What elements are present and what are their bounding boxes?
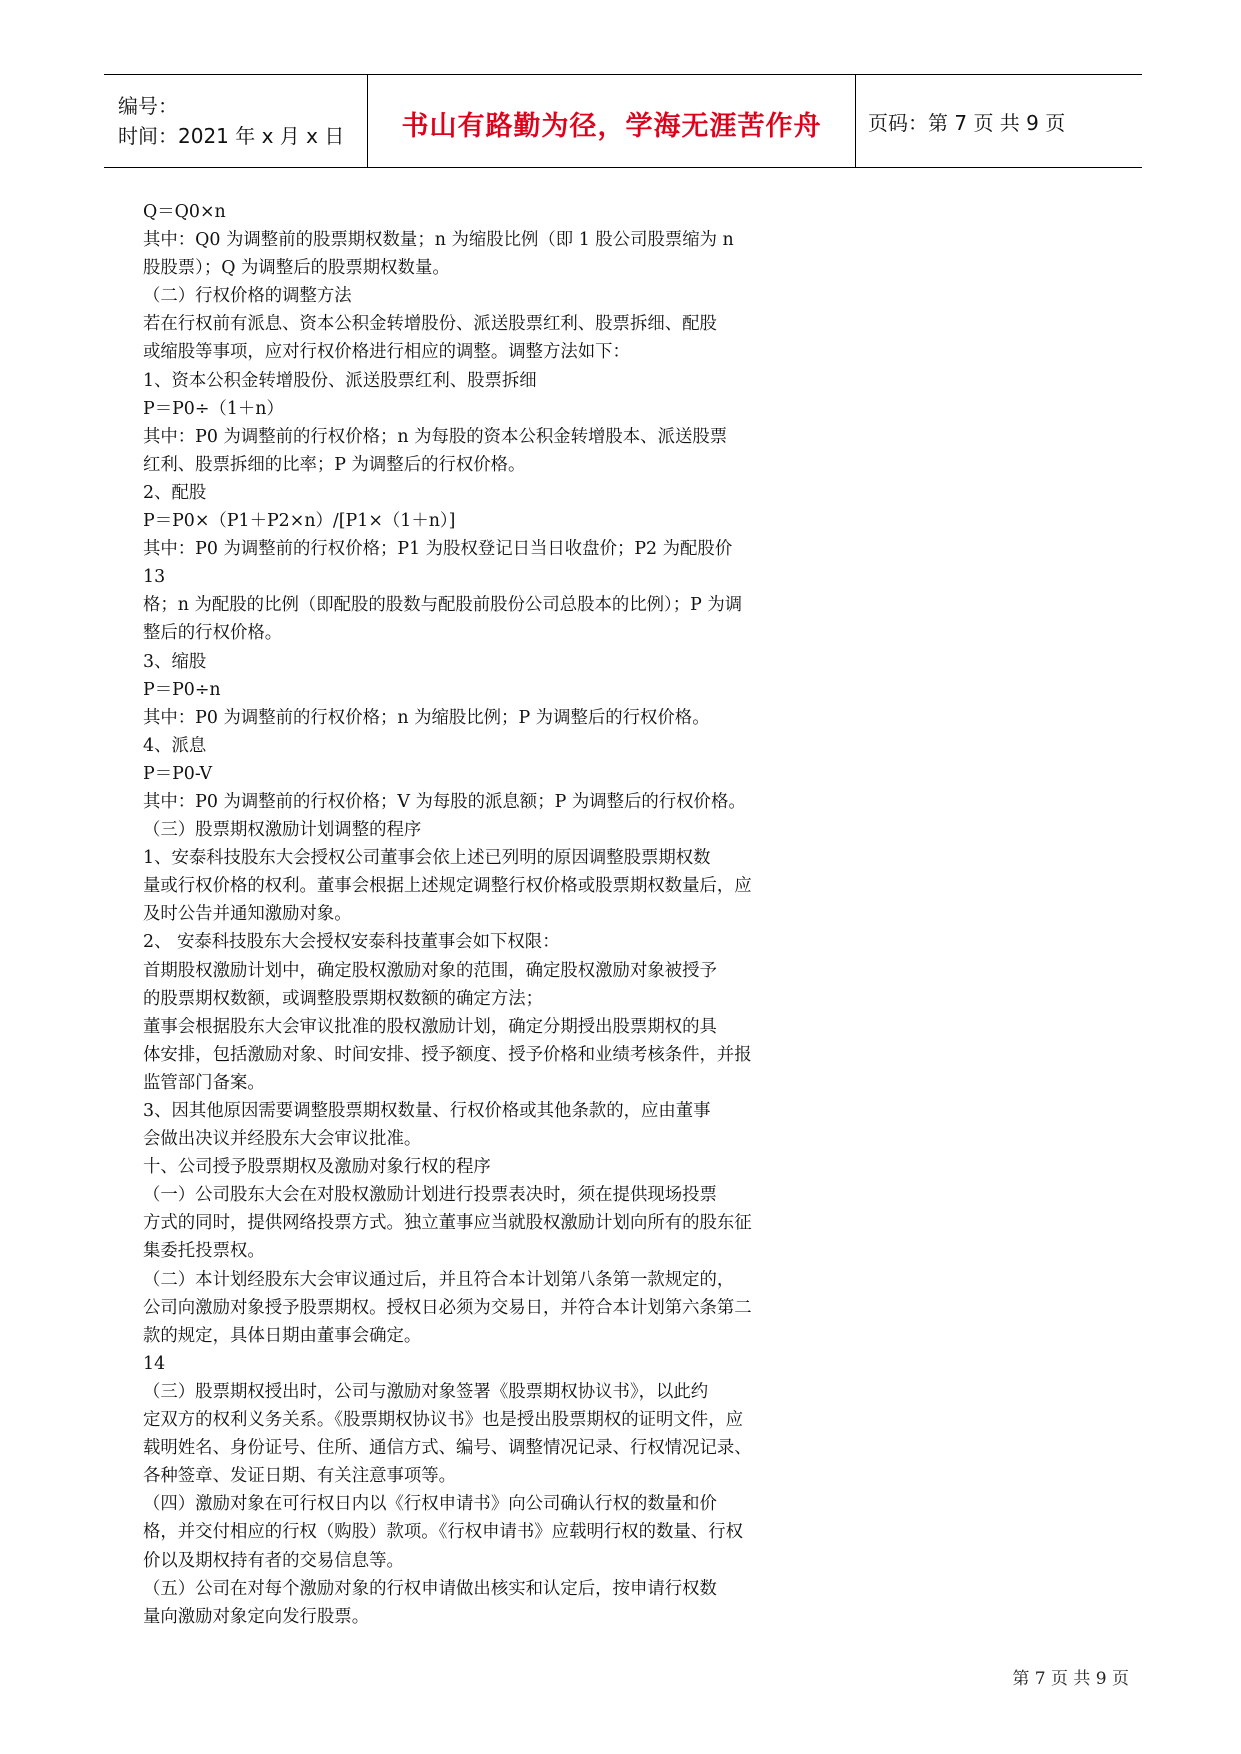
body-line: 监管部门备案。 (143, 1072, 265, 1093)
body-line: 红利、股票拆细的比率；P 为调整后的行权价格。 (143, 454, 526, 475)
body-line: P＝P0-V (143, 763, 213, 784)
body-line: 价以及期权持有者的交易信息等。 (143, 1550, 404, 1571)
body-line: 的股票期权数额，或调整股票期权数额的确定方法； (143, 988, 543, 1009)
body-line: 2、配股 (143, 482, 207, 503)
document-number-label: 编号： (118, 94, 178, 118)
body-line: 量或行权价格的权利。董事会根据上述规定调整行权价格或股票期权数量后，应 (143, 876, 752, 897)
header-page-info: 页码：第 7 页 共 9 页 (868, 110, 1066, 135)
header-motto: 书山有路勤为径，学海无涯苦作舟 (401, 110, 822, 142)
body-line: 及时公告并通知激励对象。 (143, 904, 352, 925)
document-body (143, 198, 813, 1631)
body-line: 1、资本公积金转增股份、派送股票红利、股票拆细 (143, 370, 537, 391)
header-motto-cell (368, 75, 856, 167)
body-line: 股股票）；Q 为调整后的股票期权数量。 (143, 258, 450, 279)
body-line: 格；n 为配股的比例（即配股的股数与配股前股份公司总股本的比例）；P 为调 (143, 595, 743, 616)
body-line: 会做出决议并经股东大会审议批准。 (143, 1129, 422, 1150)
document-header (104, 74, 1142, 168)
body-line: 格，并交付相应的行权（购股）款项。《行权申请书》应载明行权的数量、行权 (143, 1522, 743, 1543)
document-time-label: 时间：2021 年 x 月 x 日 (118, 124, 345, 148)
body-line: 首期股权激励计划中，确定股权激励对象的范围，确定股权激励对象被授予 (143, 960, 717, 981)
body-line: （四）激励对象在可行权日内以《行权申请书》向公司确认行权的数量和价 (143, 1494, 717, 1515)
body-line: 3、缩股 (143, 651, 207, 672)
body-line: 13 (143, 567, 166, 588)
body-line: 14 (143, 1353, 166, 1374)
body-line: 整后的行权价格。 (143, 623, 283, 644)
body-line: 其中：P0 为调整前的行权价格；n 为缩股比例；P 为调整后的行权价格。 (143, 707, 710, 728)
body-line: P＝P0÷（1＋n） (143, 398, 284, 419)
body-line: 若在行权前有派息、资本公积金转增股份、派送股票红利、股票拆细、配股 (143, 314, 717, 335)
body-line: P＝P0×（P1＋P2×n）/[P1×（1＋n）] (143, 511, 456, 532)
body-line: 各种签章、发证日期、有关注意事项等。 (143, 1466, 457, 1487)
body-line: 2、 安泰科技股东大会授权安泰科技董事会如下权限： (143, 932, 560, 953)
body-line: 3、因其他原因需要调整股票期权数量、行权价格或其他条款的，应由董事 (143, 1101, 711, 1121)
body-line: 公司向激励对象授予股票期权。授权日必须为交易日，并符合本计划第六条第二 (143, 1297, 752, 1318)
body-line: 十、公司授予股票期权及激励对象行权的程序 (143, 1157, 491, 1178)
header-meta (104, 75, 368, 167)
body-line: 款的规定，具体日期由董事会确定。 (143, 1325, 422, 1346)
body-line: 4、派息 (143, 735, 207, 756)
body-line: Q＝Q0×n (143, 202, 226, 222)
body-line: 其中：Q0 为调整前的股票期权数量；n 为缩股比例（即 1 股公司股票缩为 n (143, 230, 734, 251)
body-line: 董事会根据股东大会审议批准的股权激励计划，确定分期授出股票期权的具 (143, 1016, 717, 1037)
page-footer: 第 7 页 共 9 页 (1012, 1669, 1129, 1689)
body-line: （二）行权价格的调整方法 (143, 286, 352, 307)
body-line: 其中：P0 为调整前的行权价格；P1 为股权登记日当日收盘价；P2 为配股价 (143, 539, 733, 560)
body-line: （五）公司在对每个激励对象的行权申请做出核实和认定后，按申请行权数 (143, 1578, 717, 1599)
body-line: 或缩股等事项，应对行权价格进行相应的调整。调整方法如下： (143, 342, 630, 363)
body-line: 集委托投票权。 (143, 1241, 265, 1262)
header-page-info-cell (856, 75, 1142, 167)
body-line: （二）本计划经股东大会审议通过后，并且符合本计划第八条第一款规定的， (143, 1269, 735, 1290)
body-line: 量向激励对象定向发行股票。 (143, 1606, 370, 1627)
body-line: （一）公司股东大会在对股权激励计划进行投票表决时，须在提供现场投票 (143, 1185, 717, 1206)
body-line: （三）股票期权授出时，公司与激励对象签署《股票期权协议书》，以此约 (143, 1381, 709, 1402)
body-line: P＝P0÷n (143, 679, 221, 700)
body-line: 载明姓名、身份证号、住所、通信方式、编号、调整情况记录、行权情况记录、 (143, 1438, 752, 1459)
body-line: 体安排，包括激励对象、时间安排、授予额度、授予价格和业绩考核条件，并报 (143, 1044, 752, 1065)
body-line: 定双方的权利义务关系。《股票期权协议书》也是授出股票期权的证明文件，应 (143, 1410, 743, 1431)
body-line: （三）股票期权激励计划调整的程序 (143, 820, 422, 841)
body-line: 方式的同时，提供网络投票方式。独立董事应当就股权激励计划向所有的股东征 (143, 1213, 752, 1234)
body-line: 1、安泰科技股东大会授权公司董事会依上述已列明的原因调整股票期权数 (143, 848, 711, 869)
body-line: 其中：P0 为调整前的行权价格；n 为每股的资本公积金转增股本、派送股票 (143, 426, 728, 447)
body-line: 其中：P0 为调整前的行权价格；V 为每股的派息额；P 为调整后的行权价格。 (143, 791, 746, 812)
